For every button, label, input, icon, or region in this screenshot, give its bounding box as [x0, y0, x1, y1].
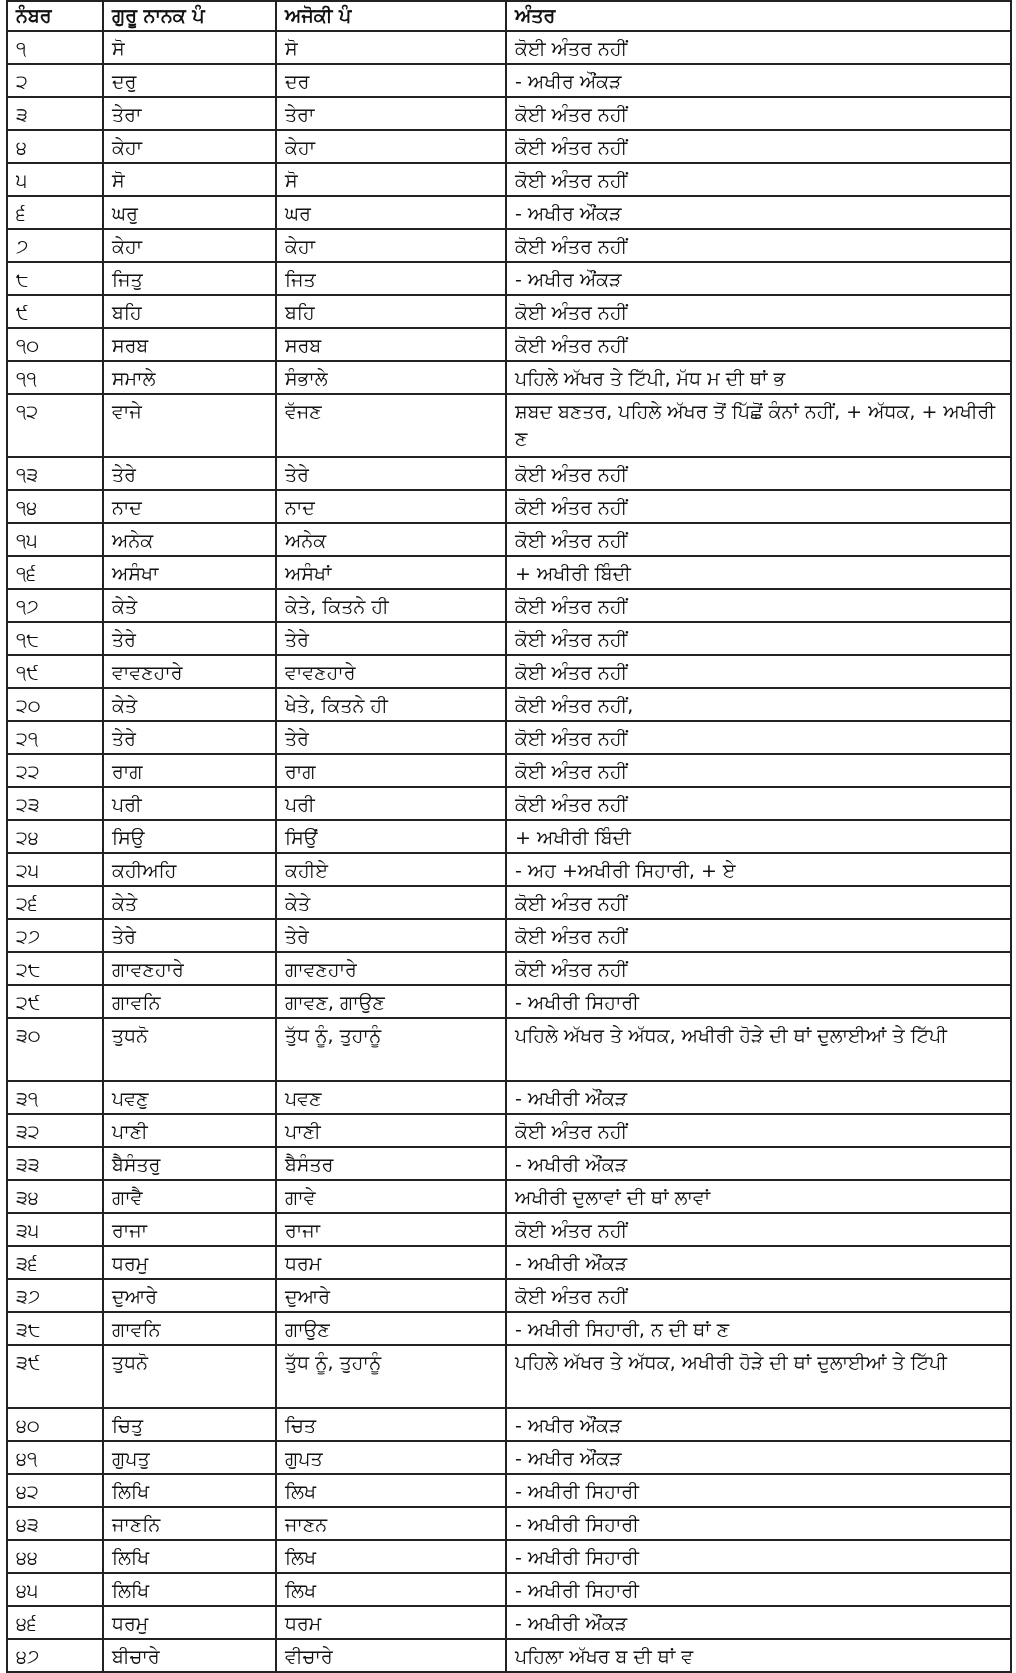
cell-modern-word: ਗਾਵਣਹਾਰੇ [276, 952, 506, 985]
cell-guru-nanak-word: ਜਾਣਨਿ [103, 1507, 276, 1540]
cell-number: ੨੧ [7, 721, 103, 754]
cell-difference: ਕੋਈ ਅੰਤਰ ਨਹੀਂ [506, 31, 1011, 64]
table-row [7, 163, 1011, 196]
table-row [7, 721, 1011, 754]
cell-modern-word: ਕਹੀਏ [276, 853, 506, 886]
table-row [7, 97, 1011, 130]
comparison-table-wrapper [6, 0, 1010, 1673]
cell-guru-nanak-word: ਤੇਰੇ [103, 919, 276, 952]
cell-difference: ਕੋਈ ਅੰਤਰ ਨਹੀਂ [506, 163, 1011, 196]
cell-difference: ਕੋਈ ਅੰਤਰ ਨਹੀਂ [506, 295, 1011, 328]
cell-guru-nanak-word: ਧਰਮੁ [103, 1606, 276, 1639]
cell-difference: ਕੋਈ ਅੰਤਰ ਨਹੀਂ [506, 130, 1011, 163]
cell-modern-word: ਚਿਤ [276, 1408, 506, 1441]
cell-modern-word: ਗਾਵੇ [276, 1180, 506, 1213]
table-row [7, 523, 1011, 556]
cell-guru-nanak-word: ਬੀਚਾਰੇ [103, 1639, 276, 1672]
cell-difference: ਕੋਈ ਅੰਤਰ ਨਹੀਂ [506, 919, 1011, 952]
cell-difference: ਪਹਿਲੇ ਅੱਖਰ ਤੇ ਅੱਧਕ, ਅਖੀਰੀ ਹੋੜੇ ਦੀ ਥਾਂ ਦੁਲਾਈਆਂ ਤੇ ਟਿੱਪੀ [506, 1018, 1011, 1081]
cell-guru-nanak-word: ਗਾਵਨਿ [103, 1312, 276, 1345]
table-row [7, 985, 1011, 1018]
cell-difference: ਸ਼ਬਦ ਬਣਤਰ, ਪਹਿਲੇ ਅੱਖਰ ਤੋਂ ਪਿੱਛੋਂ ਕੰਨਾਂ ਨਹੀਂ, + ਅੱਧਕ, + ਅਖੀਰੀ ਣ [506, 394, 1011, 457]
cell-guru-nanak-word: ਗੁਪਤੁ [103, 1441, 276, 1474]
table-row [7, 919, 1011, 952]
cell-guru-nanak-word: ਤੁਧਨੋ [103, 1018, 276, 1081]
cell-guru-nanak-word: ਬੈਸੰਤਰੁ [103, 1147, 276, 1180]
cell-guru-nanak-word: ਸੋ [103, 31, 276, 64]
cell-modern-word: ਤੇਰੇ [276, 622, 506, 655]
cell-guru-nanak-word: ਦਰੁ [103, 64, 276, 97]
cell-guru-nanak-word: ਨਾਦ [103, 490, 276, 523]
cell-number: ੨੦ [7, 688, 103, 721]
cell-guru-nanak-word: ਕੇਹਾ [103, 229, 276, 262]
cell-guru-nanak-word: ਘਰੁ [103, 196, 276, 229]
table-row [7, 394, 1011, 457]
cell-number: ੧ [7, 31, 103, 64]
table-row [7, 1180, 1011, 1213]
cell-guru-nanak-word: ਧਰਮੁ [103, 1246, 276, 1279]
cell-modern-word: ਤੁੱਧ ਨੂੰ, ਤੁਹਾਨੂੰ [276, 1345, 506, 1408]
cell-number: ੪੧ [7, 1441, 103, 1474]
cell-number: ੪੪ [7, 1540, 103, 1573]
cell-difference: - ਅਖੀਰ ਔਂਕੜ [506, 64, 1011, 97]
cell-guru-nanak-word: ਤੇਰਾ [103, 97, 276, 130]
table-row [7, 1114, 1011, 1147]
cell-modern-word: ਤੇਰਾ [276, 97, 506, 130]
table-row [7, 886, 1011, 919]
cell-number: ੧੧ [7, 361, 103, 394]
table-row [7, 820, 1011, 853]
cell-guru-nanak-word: ਰਾਗ [103, 754, 276, 787]
cell-modern-word: ਵੀਚਾਰੇ [276, 1639, 506, 1672]
cell-number: ੨੪ [7, 820, 103, 853]
cell-number: ੪ [7, 130, 103, 163]
cell-modern-word: ਪਰੀ [276, 787, 506, 820]
cell-guru-nanak-word: ਪਵਣੁ [103, 1081, 276, 1114]
cell-difference: - ਅਖੀਰ ਔਂਕੜ [506, 262, 1011, 295]
cell-number: ੨੩ [7, 787, 103, 820]
cell-guru-nanak-word: ਵਾਵਣਹਾਰੇ [103, 655, 276, 688]
table-row [7, 328, 1011, 361]
cell-difference: - ਅਖੀਰੀ ਸਿਹਾਰੀ [506, 985, 1011, 1018]
table-row [7, 688, 1011, 721]
cell-modern-word: ਸੋ [276, 31, 506, 64]
cell-modern-word: ਜਿਤ [276, 262, 506, 295]
table-row [7, 64, 1011, 97]
cell-difference: ਕੋਈ ਅੰਤਰ ਨਹੀਂ [506, 457, 1011, 490]
cell-number: ੨੨ [7, 754, 103, 787]
comparison-table [6, 0, 1012, 1673]
cell-guru-nanak-word: ਕੇਤੇ [103, 886, 276, 919]
cell-difference: - ਅਖੀਰੀ ਔਂਕੜ [506, 1246, 1011, 1279]
cell-guru-nanak-word: ਤੁਧਨੋ [103, 1345, 276, 1408]
cell-guru-nanak-word: ਤੇਰੇ [103, 721, 276, 754]
header-difference: ਅੰਤਰ [506, 1, 1011, 31]
table-row [7, 361, 1011, 394]
cell-difference: - ਅਖੀਰੀ ਔਂਕੜ [506, 1081, 1011, 1114]
cell-number: ੪੭ [7, 1639, 103, 1672]
cell-modern-word: ਸੰਭਾਲੇ [276, 361, 506, 394]
cell-number: ੩੦ [7, 1018, 103, 1081]
cell-number: ੩੬ [7, 1246, 103, 1279]
cell-difference: ਕੋਈ ਅੰਤਰ ਨਹੀਂ [506, 328, 1011, 361]
cell-difference: ਕੋਈ ਅੰਤਰ ਨਹੀਂ [506, 490, 1011, 523]
cell-difference: - ਅਖੀਰੀ ਔਂਕੜ [506, 1606, 1011, 1639]
cell-difference: - ਅਖੀਰੀ ਸਿਹਾਰੀ, ਨ ਦੀ ਥਾਂ ਣ [506, 1312, 1011, 1345]
cell-number: ੧੬ [7, 556, 103, 589]
cell-number: ੧੫ [7, 523, 103, 556]
cell-difference: ਕੋਈ ਅੰਤਰ ਨਹੀਂ [506, 97, 1011, 130]
cell-modern-word: ਨਾਦ [276, 490, 506, 523]
table-row [7, 229, 1011, 262]
cell-difference: ਕੋਈ ਅੰਤਰ ਨਹੀਂ [506, 952, 1011, 985]
cell-modern-word: ਕੇਹਾ [276, 229, 506, 262]
cell-guru-nanak-word: ਲਿਖਿ [103, 1573, 276, 1606]
table-row [7, 295, 1011, 328]
cell-difference: ਪਹਿਲੇ ਅੱਖਰ ਤੇ ਟਿੱਪੀ, ਮੱਧ ਮ ਦੀ ਥਾਂ ਭ [506, 361, 1011, 394]
cell-number: ੫ [7, 163, 103, 196]
table-row [7, 1639, 1011, 1672]
cell-number: ੪੬ [7, 1606, 103, 1639]
table-row [7, 1147, 1011, 1180]
cell-number: ੩੧ [7, 1081, 103, 1114]
cell-modern-word: ਘਰ [276, 196, 506, 229]
table-row [7, 787, 1011, 820]
cell-modern-word: ਪਾਣੀ [276, 1114, 506, 1147]
cell-difference: ਪਹਿਲੇ ਅੱਖਰ ਤੇ ਅੱਧਕ, ਅਖੀਰੀ ਹੋੜੇ ਦੀ ਥਾਂ ਦੁਲਾਈਆਂ ਤੇ ਟਿੱਪੀ [506, 1345, 1011, 1408]
header-modern-word: ਅਜੋਕੀ ਪੰ [276, 1, 506, 31]
cell-difference: ਕੋਈ ਅੰਤਰ ਨਹੀਂ [506, 1213, 1011, 1246]
cell-number: ੭ [7, 229, 103, 262]
cell-modern-word: ਬਹਿ [276, 295, 506, 328]
cell-difference: ਕੋਈ ਅੰਤਰ ਨਹੀਂ [506, 1279, 1011, 1312]
cell-guru-nanak-word: ਕਹੀਅਹਿ [103, 853, 276, 886]
cell-difference: ਅਖੀਰੀ ਦੁਲਾਵਾਂ ਦੀ ਥਾਂ ਲਾਵਾਂ [506, 1180, 1011, 1213]
cell-number: ੩੯ [7, 1345, 103, 1408]
cell-guru-nanak-word: ਪਰੀ [103, 787, 276, 820]
cell-number: ੨੬ [7, 886, 103, 919]
cell-difference: ਕੋਈ ਅੰਤਰ ਨਹੀਂ [506, 229, 1011, 262]
cell-modern-word: ਗੁਪਤ [276, 1441, 506, 1474]
cell-modern-word: ਜਾਣਨ [276, 1507, 506, 1540]
table-row [7, 457, 1011, 490]
cell-number: ੧੭ [7, 589, 103, 622]
cell-modern-word: ਤੇਰੇ [276, 457, 506, 490]
cell-guru-nanak-word: ਕੇਤੇ [103, 688, 276, 721]
cell-modern-word: ਬੈਸੰਤਰ [276, 1147, 506, 1180]
cell-number: ੩੩ [7, 1147, 103, 1180]
cell-number: ੧੦ [7, 328, 103, 361]
cell-modern-word: ਰਾਗ [276, 754, 506, 787]
cell-modern-word: ਧਰਮ [276, 1606, 506, 1639]
cell-modern-word: ਵਾਵਣਹਾਰੇ [276, 655, 506, 688]
cell-difference: + ਅਖੀਰੀ ਬਿੰਦੀ [506, 556, 1011, 589]
cell-number: ੩੪ [7, 1180, 103, 1213]
cell-modern-word: ਵੱਜਣ [276, 394, 506, 457]
cell-modern-word: ਕੇਹਾ [276, 130, 506, 163]
table-row [7, 589, 1011, 622]
cell-modern-word: ਅਸੰਖਾਂ [276, 556, 506, 589]
cell-guru-nanak-word: ਦੁਆਰੇ [103, 1279, 276, 1312]
cell-guru-nanak-word: ਕੇਹਾ [103, 130, 276, 163]
table-row [7, 1081, 1011, 1114]
table-row [7, 130, 1011, 163]
cell-modern-word: ਲਿਖ [276, 1573, 506, 1606]
table-row [7, 1606, 1011, 1639]
cell-number: ੪੩ [7, 1507, 103, 1540]
cell-number: ੩੨ [7, 1114, 103, 1147]
cell-difference: - ਅਖੀਰੀ ਸਿਹਾਰੀ [506, 1507, 1011, 1540]
table-row [7, 1312, 1011, 1345]
cell-number: ੧੩ [7, 457, 103, 490]
header-row [7, 1, 1011, 31]
table-row [7, 1279, 1011, 1312]
cell-modern-word: ਖੇਤੇ, ਕਿਤਨੇ ਹੀ [276, 688, 506, 721]
cell-difference: + ਅਖੀਰੀ ਬਿੰਦੀ [506, 820, 1011, 853]
cell-guru-nanak-word: ਕੇਤੇ [103, 589, 276, 622]
cell-number: ੨੫ [7, 853, 103, 886]
table-row [7, 622, 1011, 655]
cell-modern-word: ਸਰਬ [276, 328, 506, 361]
cell-number: ੩ [7, 97, 103, 130]
cell-difference: - ਅਹ +ਅਖੀਰੀ ਸਿਹਾਰੀ, + ਏ [506, 853, 1011, 886]
cell-number: ੨੯ [7, 985, 103, 1018]
cell-modern-word: ਲਿਖ [276, 1540, 506, 1573]
cell-difference: ਕੋਈ ਅੰਤਰ ਨਹੀਂ [506, 523, 1011, 556]
cell-difference: - ਅਖੀਰ ਔਂਕੜ [506, 1441, 1011, 1474]
cell-modern-word: ਸੋ [276, 163, 506, 196]
cell-modern-word: ਧਰਮ [276, 1246, 506, 1279]
cell-guru-nanak-word: ਅਨੇਕ [103, 523, 276, 556]
cell-modern-word: ਗਾਵਣ, ਗਾਉਣ [276, 985, 506, 1018]
cell-difference: ਕੋਈ ਅੰਤਰ ਨਹੀਂ [506, 589, 1011, 622]
table-row [7, 1507, 1011, 1540]
cell-number: ੧੨ [7, 394, 103, 457]
cell-guru-nanak-word: ਸਰਬ [103, 328, 276, 361]
cell-modern-word: ਤੇਰੇ [276, 919, 506, 952]
cell-difference: ਕੋਈ ਅੰਤਰ ਨਹੀਂ [506, 1114, 1011, 1147]
cell-difference: - ਅਖੀਰੀ ਸਿਹਾਰੀ [506, 1474, 1011, 1507]
cell-difference: ਕੋਈ ਅੰਤਰ ਨਹੀਂ [506, 754, 1011, 787]
cell-number: ੪੫ [7, 1573, 103, 1606]
table-row [7, 1345, 1011, 1408]
cell-guru-nanak-word: ਸਮਾਲੇ [103, 361, 276, 394]
cell-modern-word: ਸਿਉਂ [276, 820, 506, 853]
table-row [7, 1573, 1011, 1606]
cell-number: ੯ [7, 295, 103, 328]
table-row [7, 196, 1011, 229]
cell-guru-nanak-word: ਗਾਵਨਿ [103, 985, 276, 1018]
table-row [7, 853, 1011, 886]
table-row [7, 1441, 1011, 1474]
cell-number: ੬ [7, 196, 103, 229]
cell-guru-nanak-word: ਵਾਜੇ [103, 394, 276, 457]
cell-guru-nanak-word: ਰਾਜਾ [103, 1213, 276, 1246]
cell-number: ੩੮ [7, 1312, 103, 1345]
cell-guru-nanak-word: ਅਸੰਖਾ [103, 556, 276, 589]
cell-difference: ਕੋਈ ਅੰਤਰ ਨਹੀਂ [506, 622, 1011, 655]
cell-difference: - ਅਖੀਰ ਔਂਕੜ [506, 1408, 1011, 1441]
cell-difference: - ਅਖੀਰੀ ਸਿਹਾਰੀ [506, 1573, 1011, 1606]
cell-modern-word: ਤੇਰੇ [276, 721, 506, 754]
cell-modern-word: ਅਨੇਕ [276, 523, 506, 556]
cell-guru-nanak-word: ਤੇਰੇ [103, 622, 276, 655]
cell-difference: ਕੋਈ ਅੰਤਰ ਨਹੀਂ [506, 787, 1011, 820]
cell-difference: - ਅਖੀਰੀ ਔਂਕੜ [506, 1147, 1011, 1180]
table-row [7, 31, 1011, 64]
cell-guru-nanak-word: ਬਹਿ [103, 295, 276, 328]
cell-difference: ਪਹਿਲਾ ਅੱਖਰ ਬ ਦੀ ਥਾਂ ਵ [506, 1639, 1011, 1672]
cell-number: ੪੨ [7, 1474, 103, 1507]
cell-modern-word: ਦੁਆਰੇ [276, 1279, 506, 1312]
cell-modern-word: ਲਿਖ [276, 1474, 506, 1507]
cell-guru-nanak-word: ਸੋ [103, 163, 276, 196]
cell-number: ੧੯ [7, 655, 103, 688]
cell-modern-word: ਰਾਜਾ [276, 1213, 506, 1246]
table-row [7, 1018, 1011, 1081]
cell-modern-word: ਕੇਤੇ [276, 886, 506, 919]
table-row [7, 1246, 1011, 1279]
cell-modern-word: ਕੇਤੇ, ਕਿਤਨੇ ਹੀ [276, 589, 506, 622]
cell-number: ੮ [7, 262, 103, 295]
cell-guru-nanak-word: ਲਿਖਿ [103, 1474, 276, 1507]
table-row [7, 1213, 1011, 1246]
cell-guru-nanak-word: ਪਾਣੀ [103, 1114, 276, 1147]
table-row [7, 754, 1011, 787]
cell-modern-word: ਗਾਉਣ [276, 1312, 506, 1345]
table-row [7, 1540, 1011, 1573]
table-row [7, 490, 1011, 523]
table-row [7, 952, 1011, 985]
header-number: ਨੰਬਰ [7, 1, 103, 31]
cell-number: ੨੭ [7, 919, 103, 952]
cell-guru-nanak-word: ਸਿਉ [103, 820, 276, 853]
cell-number: ੨੮ [7, 952, 103, 985]
cell-difference: - ਅਖੀਰੀ ਸਿਹਾਰੀ [506, 1540, 1011, 1573]
table-row [7, 1474, 1011, 1507]
cell-guru-nanak-word: ਜਿਤੁ [103, 262, 276, 295]
cell-modern-word: ਪਵਣ [276, 1081, 506, 1114]
cell-guru-nanak-word: ਗਾਵੈ [103, 1180, 276, 1213]
cell-guru-nanak-word: ਤੇਰੇ [103, 457, 276, 490]
cell-guru-nanak-word: ਗਾਵਣਹਾਰੇ [103, 952, 276, 985]
table-body [7, 31, 1011, 1672]
cell-difference: ਕੋਈ ਅੰਤਰ ਨਹੀਂ [506, 655, 1011, 688]
cell-difference: ਕੋਈ ਅੰਤਰ ਨਹੀਂ, [506, 688, 1011, 721]
cell-number: ੩੫ [7, 1213, 103, 1246]
cell-guru-nanak-word: ਚਿਤੁ [103, 1408, 276, 1441]
cell-number: ੪੦ [7, 1408, 103, 1441]
table-row [7, 655, 1011, 688]
cell-difference: ਕੋਈ ਅੰਤਰ ਨਹੀਂ [506, 886, 1011, 919]
cell-modern-word: ਦਰ [276, 64, 506, 97]
header-guru-nanak-word: ਗੁਰੂ ਨਾਨਕ ਪੰ [103, 1, 276, 31]
cell-guru-nanak-word: ਲਿਖਿ [103, 1540, 276, 1573]
cell-number: ੩੭ [7, 1279, 103, 1312]
cell-difference: ਕੋਈ ਅੰਤਰ ਨਹੀਂ [506, 721, 1011, 754]
cell-number: ੨ [7, 64, 103, 97]
table-row [7, 556, 1011, 589]
cell-modern-word: ਤੁੱਧ ਨੂੰ, ਤੁਹਾਨੂੰ [276, 1018, 506, 1081]
table-row [7, 1408, 1011, 1441]
cell-number: ੧੪ [7, 490, 103, 523]
cell-difference: - ਅਖੀਰ ਔਂਕੜ [506, 196, 1011, 229]
cell-number: ੧੮ [7, 622, 103, 655]
table-row [7, 262, 1011, 295]
